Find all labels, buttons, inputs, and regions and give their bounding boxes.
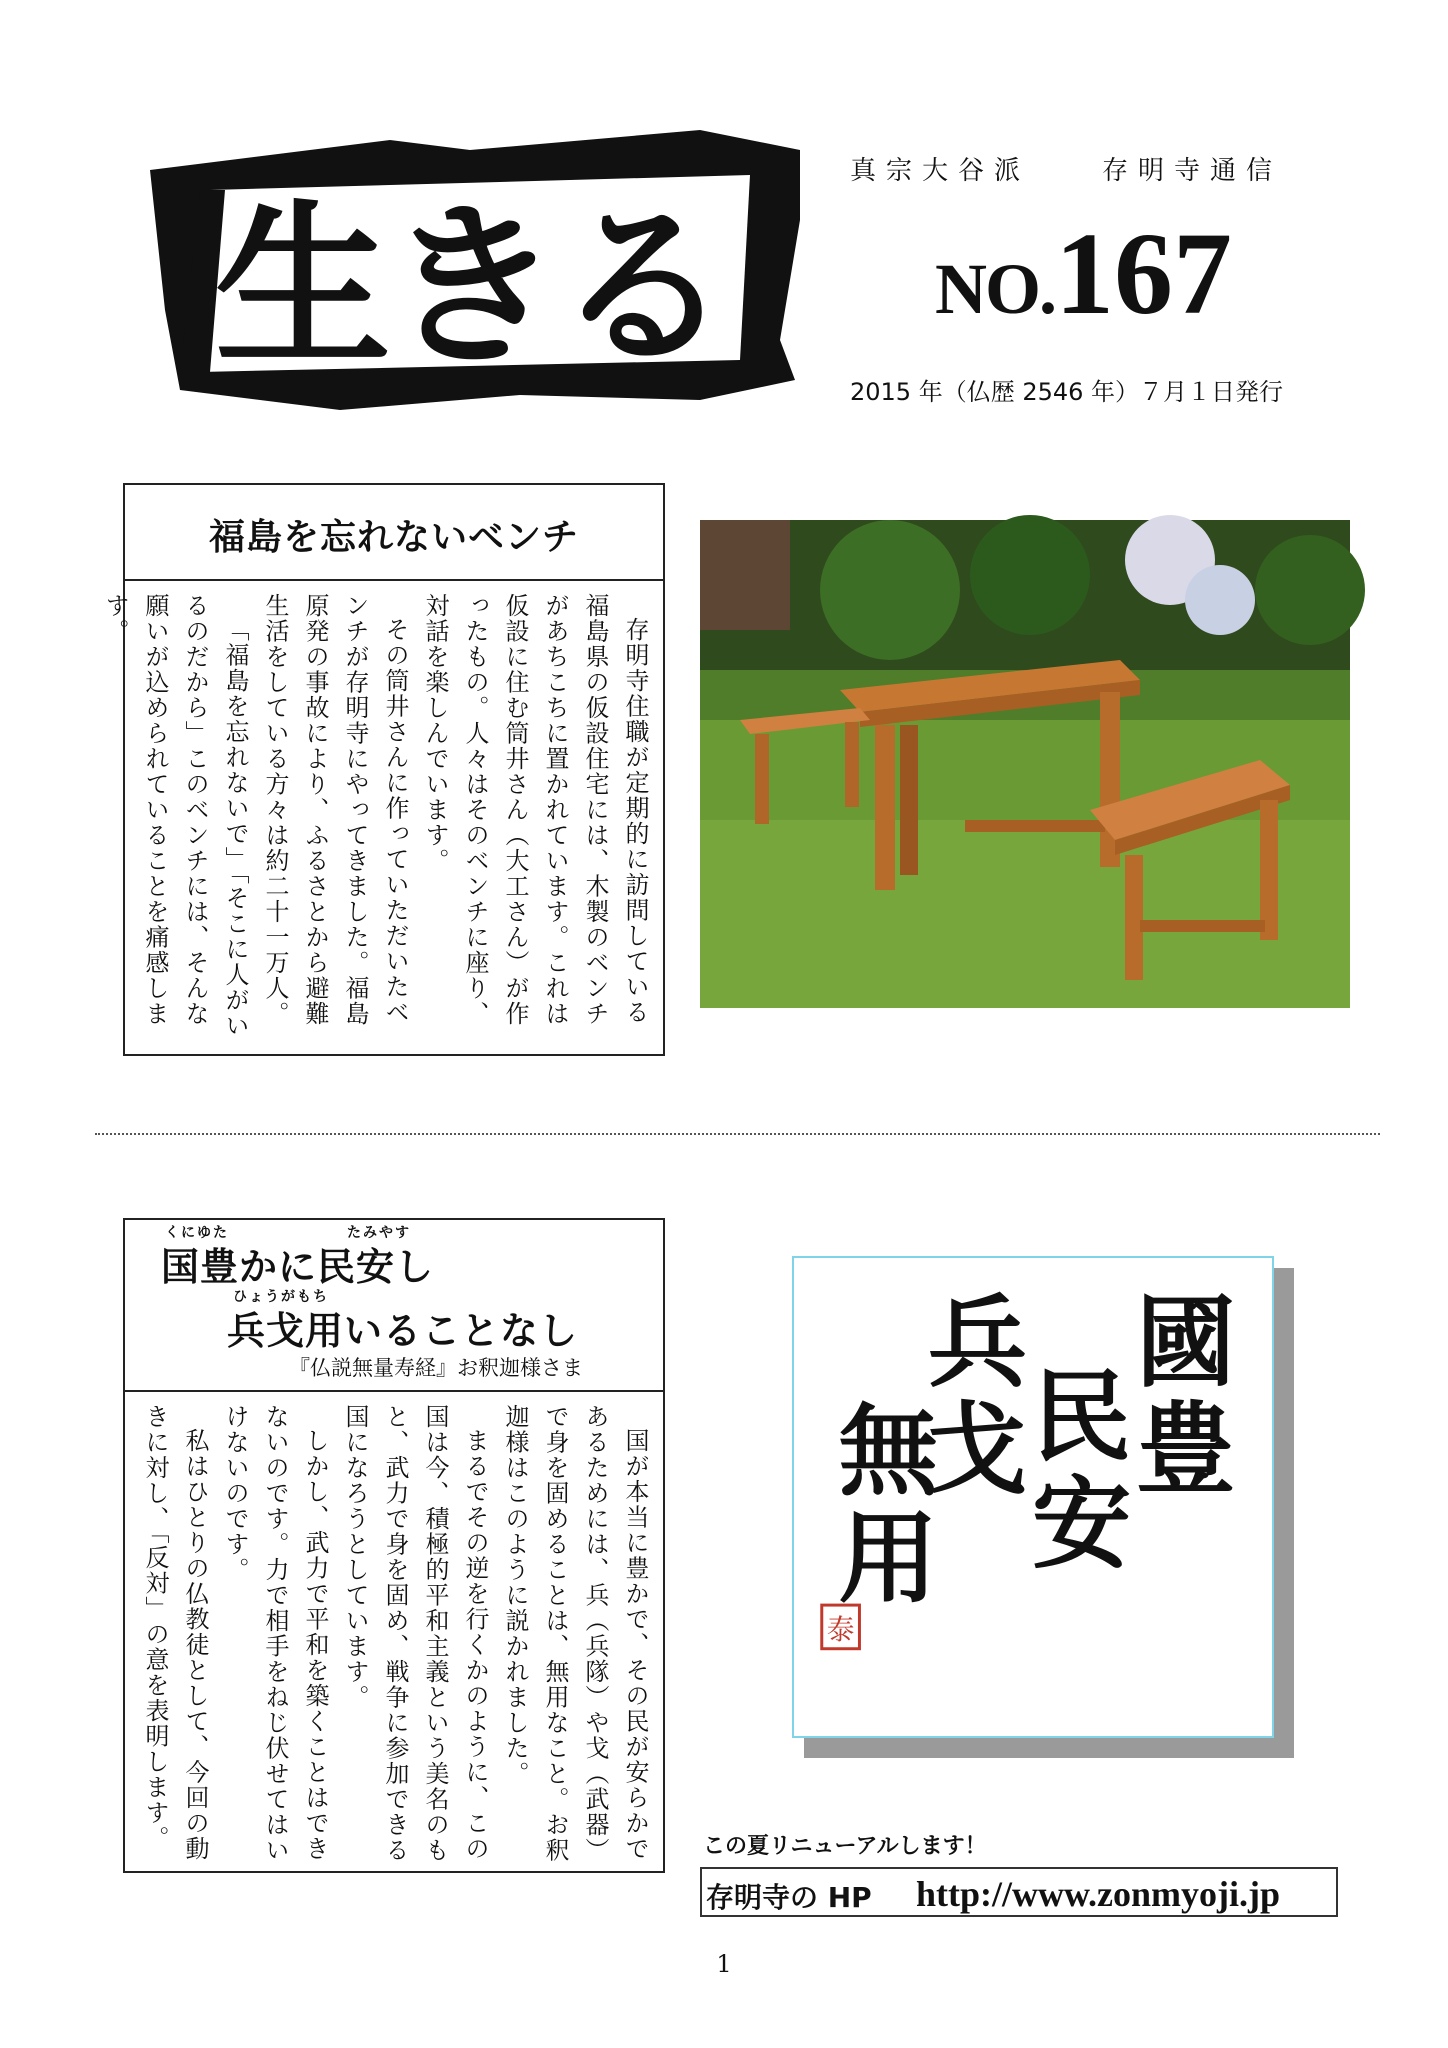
article-bench — [101, 483, 665, 1056]
calligraphy-char: 戈 — [927, 1392, 1028, 1509]
seal: 泰 — [826, 1612, 855, 1646]
article-bench-header — [125, 485, 663, 581]
publisher-name: 真宗大谷派 存明寺通信 — [850, 156, 1283, 186]
issue-number — [935, 208, 1232, 348]
logo-text: 生きる — [214, 183, 726, 390]
issue-digits: 167 — [1055, 208, 1232, 339]
article-sutra-header — [125, 1220, 663, 1392]
sutra-line-1: 国豊かに民安し — [161, 1244, 435, 1289]
sutra-source: 『仏説無量寿経』お釈迦様さま — [289, 1356, 583, 1380]
page-number: 1 — [716, 1950, 732, 1978]
calligraphy-char: 安 — [1032, 1466, 1132, 1583]
paragraph: しかし、武力で平和を築くことはできないのです。力で相手をねじ伏せてはいけないのです。 — [221, 1404, 329, 1863]
ruby-tamiyasu: たみやす — [347, 1225, 411, 1241]
issue-date: 2015 年（仏歴 2546 年）７月１日発行 — [850, 378, 1284, 406]
article-bench-body — [101, 593, 655, 1048]
section-divider — [95, 1133, 1380, 1135]
paragraph: その筒井さんに作っていただいたベンチが存明寺にやってきました。福島原発の事故により、ふるさとから避難生活をしている方々は約二十一万人。 — [261, 593, 409, 1027]
article-bench-title: 福島を忘れないベンチ — [208, 516, 579, 558]
calligraphy-artwork — [792, 1256, 1274, 1738]
article-sutra-body — [139, 1404, 655, 1864]
calligraphy-char: 豊 — [1136, 1392, 1236, 1509]
sutra-line-2: 兵戈用いることなし — [227, 1308, 579, 1353]
paragraph: 存明寺住職が定期的に訪問している福島県の仮設住宅には、木製のベンチがあちこちに置かれています。これは仮設に住む筒井さん（大工さん）が作ったもの。人々はそのベンチに座り、対話を楽しんでいます。 — [421, 593, 649, 1027]
paragraph: 私はひとりの仏教徒として、今回の動きに対し、「反対」の意を表明します。 — [141, 1404, 209, 1862]
logo — [140, 110, 820, 410]
calligraphy-char: 民 — [1032, 1359, 1132, 1476]
calligraphy-char: 兵 — [927, 1285, 1028, 1402]
calligraphy-char: 用 — [838, 1501, 938, 1618]
homepage-link[interactable]: http://www.zonmyoji.jp — [916, 1874, 1281, 1914]
homepage-label: 存明寺の HP — [706, 1881, 872, 1914]
calligraphy-char: 國 — [1136, 1285, 1236, 1402]
issue-prefix: NO. — [935, 249, 1055, 329]
renewal-notice: この夏リニューアルします！ — [703, 1834, 987, 1859]
article-sutra — [123, 1218, 665, 1873]
homepage-box — [700, 1867, 1338, 1917]
ruby-kuniyuta: くにゆた — [165, 1225, 229, 1241]
ruby-hyougamochi: ひょうがもち — [233, 1289, 329, 1305]
calligraphy-char: 無 — [838, 1394, 938, 1511]
bench-photo — [700, 520, 1350, 1008]
paragraph: 国が本当に豊かで、その民が安らかであるためには、兵（兵隊）や戈（武器）で身を固めることは、無用なこと。お釈迦様はこのように説かれました。 — [501, 1404, 649, 1863]
paragraph: 「福島を忘れないで」「そこに人がいるのだから」このベンチには、そんな願いが込められていることを痛感します。 — [101, 593, 249, 1039]
paragraph: まるでその逆を行くかのように、この国は今、積極的平和主義という美名のもと、武力で身を固め、戦争に参加できる国になろうとしています。 — [341, 1404, 489, 1863]
